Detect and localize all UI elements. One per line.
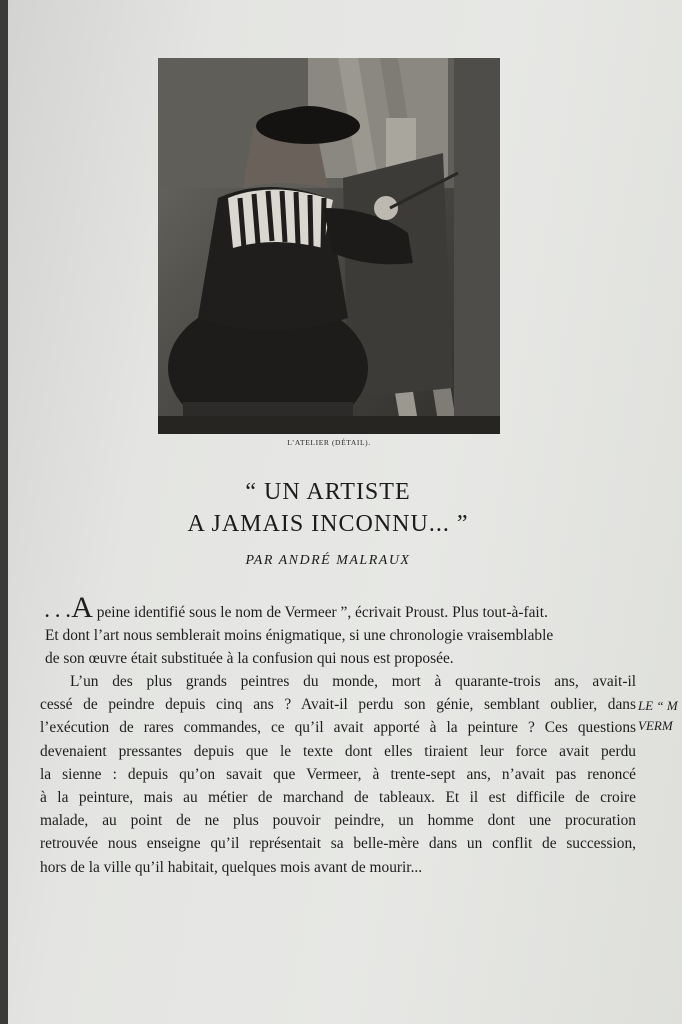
opening-line-1 [45,591,625,624]
margin-note-line-1: LE “ M [638,698,678,713]
body-line: retrouvée nous enseigne qu’il représentait sa belle-mère dans un conflit de succession, [40,835,636,853]
lead-dots: . . . [45,602,72,621]
article-title [108,476,548,540]
painting-photo [158,58,500,434]
body-line: la sienne : depuis qu’on savait que Vermeer, à trente-sept ans, n’avait pas renoncé [40,765,636,783]
body-line: l’exécution de rares commandes, ce qu’il avait apporté à la peinture ? Ces questions [40,719,636,737]
body-line: L’un des plus grands peintres du monde, mort à quarante-trois ans, avait-il [70,673,636,690]
book-page [8,0,682,1024]
title-line-2: A JAMAIS INCONNU... ” [187,511,469,537]
byline: PAR ANDRÉ MALRAUX [245,553,411,568]
body-line: cessé de peindre depuis cinq ans ? Avait-il perdu son génie, semblant oublier, dans [40,696,636,714]
body-line: devenaient pressantes depuis que le texte dont elles tiraient leur force avait perdu [40,742,636,760]
drop-cap: A [71,591,93,624]
opening-line-2: Et dont l’art nous semblerait moins énigmatique, si une chronologie vraisemblable [45,627,554,644]
body-line: hors de la ville qu’il habitait, quelques mois avant de mourir... [40,858,423,876]
margin-note-line-2: VERM [638,718,673,733]
body-line: à la peinture, mais au métier de marchand de tableaux. Et il est difficile de croire [40,789,636,807]
opening-paragraph [45,591,625,670]
opening-line-1-text: peine identifié sous le nom de Vermeer ”, écrivait Proust. Plus tout-à-fait. [92,604,548,621]
opening-line-3: de son œuvre était substituée à la confusion qui nous est proposée. [45,650,454,667]
margin-note [638,696,682,736]
body-line: malade, au point de ne plus pouvoir peindre, un homme dont une procuration [40,812,636,830]
painter-at-easel-image [158,58,500,434]
image-caption: L’ATELIER (DÉTAIL). [287,438,371,447]
title-line-1: “ UN ARTISTE [245,479,411,505]
body-paragraph [40,670,636,879]
